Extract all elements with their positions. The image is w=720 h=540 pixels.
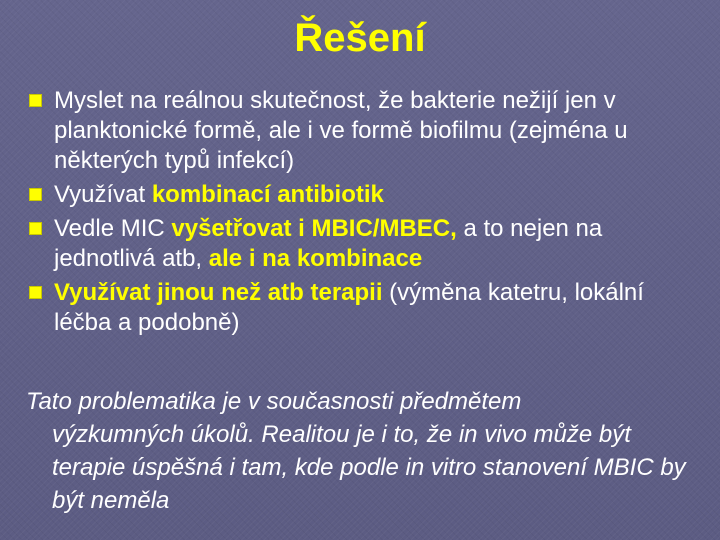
bullet-highlight: ale i na kombinace (208, 245, 423, 272)
bullet-item-biofilm (0, 86, 720, 176)
closing-note (26, 385, 706, 517)
bullet-list (0, 86, 720, 342)
bullet-highlight: Využívat jinou než atb terapii (54, 279, 383, 306)
square-bullet-icon (29, 94, 42, 107)
bullet-text: Využívat (54, 181, 152, 208)
bullet-item-therapy (0, 278, 720, 338)
slide-title: Řešení (294, 16, 426, 60)
square-bullet-icon (29, 222, 42, 235)
bullet-item-combination (0, 180, 720, 210)
bullet-highlight: vyšetřovat i MBIC/MBEC, (171, 215, 457, 242)
square-bullet-icon (29, 286, 42, 299)
bullet-highlight: kombinací antibiotik (151, 181, 384, 208)
bullet-text: Myslet na reálnou skutečnost, že bakterie nežijí jen v planktonické formě, ale i ve formě biofilmu (zejména u některých typů infekcí) (54, 87, 628, 174)
square-bullet-icon (29, 188, 42, 201)
note-continuation: výzkumných úkolů. Realitou je i to, že in vivo může být terapie úspěšná i tam, kde podle in vitro stanovení MBIC by být neměla (52, 421, 686, 514)
bullet-text: (výměna katetru, lokální léčba a podobně) (54, 279, 644, 336)
bullet-text: Vedle MIC (54, 215, 172, 242)
bullet-item-mbic (0, 214, 720, 274)
note-first-line: Tato problematika je v současnosti předmětem (26, 388, 522, 415)
bullet-text: a to nejen na jednotlivá atb, (54, 215, 603, 272)
